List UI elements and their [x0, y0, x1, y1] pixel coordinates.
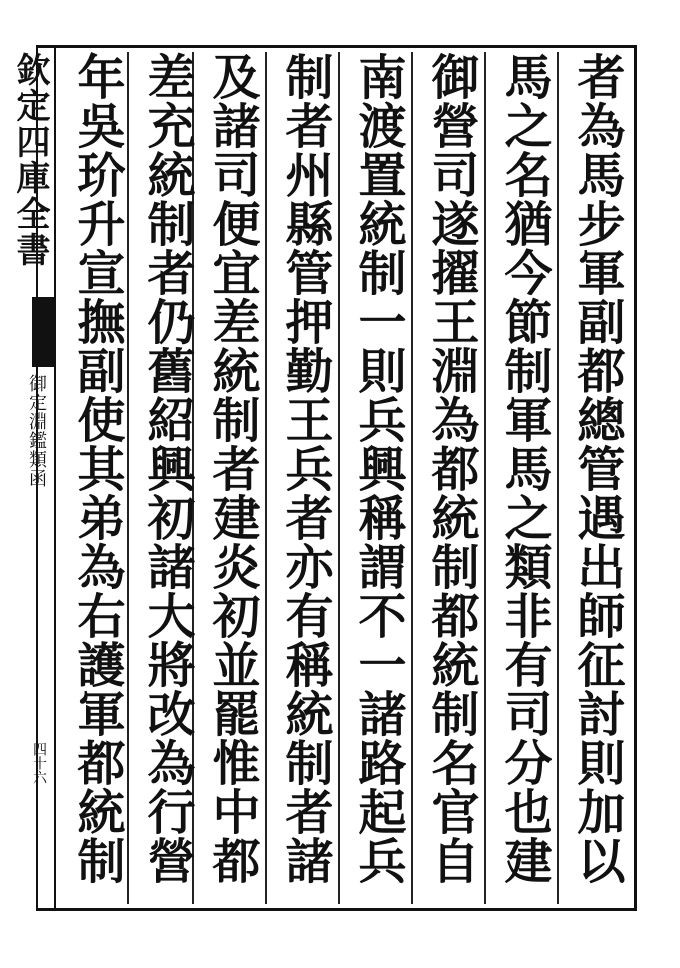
text-column-1: 者為馬步軍副都總管遇出師征討則加以 — [569, 52, 625, 885]
text-column-4: 南渡置統制一則兵興稱謂不一諸路起兵 — [350, 52, 406, 885]
block-margin — [2, 52, 54, 902]
page-number: 四十六 — [31, 742, 47, 784]
fishtail-mark — [32, 297, 56, 367]
text-column-6: 及諸司便宜差統制者建炎初並罷惟中都 — [204, 52, 260, 885]
book-title: 欽定四庫全書 — [10, 52, 50, 268]
frame-right-border — [634, 45, 637, 911]
margin-rule — [54, 45, 56, 911]
text-column-8: 年吳玠升宣撫副使其弟為右護軍都統制 — [69, 52, 125, 885]
frame-bottom-border — [36, 908, 636, 911]
frame-top-border — [36, 45, 636, 48]
text-column-5: 制者州縣管押勤王兵者亦有稱統制者諸 — [277, 52, 333, 885]
text-column-2: 馬之名猶今節制軍馬之類非有司分也建 — [496, 52, 552, 885]
text-column-3: 御營司遂擢王淵為都統制都統制名官自 — [423, 52, 479, 885]
sub-title: 御定淵鑑類函 — [26, 374, 47, 488]
text-column-7: 差充統制者仍舊紹興初諸大將改為行營 — [139, 52, 195, 885]
